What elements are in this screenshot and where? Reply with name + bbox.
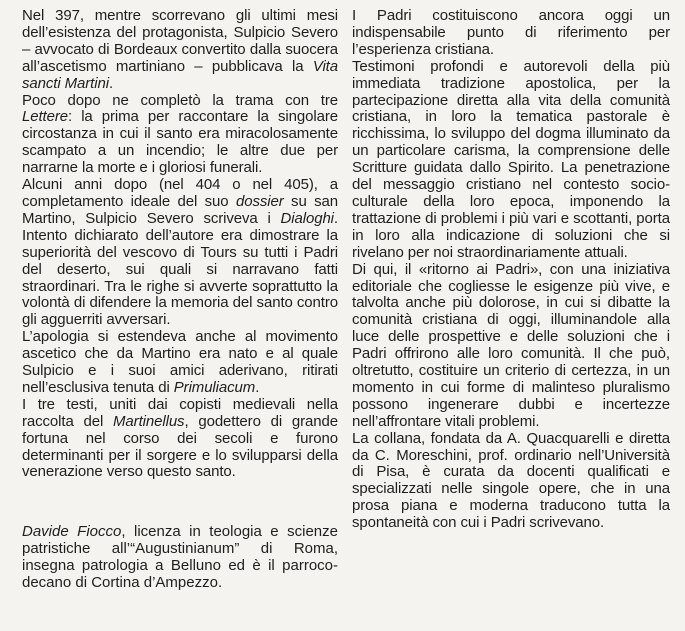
right-paragraph-2: Testimoni profondi e autorevoli della più immediata tradizione apostolica, per la partecipazione diretta alla vita della comunità cristiana, in loro la tematica pastorale è ricchissima, lo sviluppo del dogma illuminato da un particolare carisma, la comprensione delle Scritture guidata dallo Spirito. La penetrazione del messaggio cristiano nel contesto socio-culturale della loro epoca, imponendo la trattazione di problemi i più vari e scottanti, porta in loro alla indicazione di soluzioni che si rivelano per noi straordinariamente attuali.	[352, 57, 670, 261]
author-bio-text: Davide Fiocco, licenza in teologia e scienze patristiche all’“Augustinianum” di Roma, insegna patrologia a Belluno ed è il parroco-decano di Cortina d’Ampezzo.	[22, 523, 338, 591]
left-paragraph-1: Nel 397, mentre scorrevano gli ultimi mesi dell’esistenza del protagonista, Sulpicio Severo – avvocato di Bordeaux convertito dalla suocera all’ascetismo martiniano – pubblicava la Vita sancti Martini.	[22, 7, 338, 92]
italic-term: dossier	[235, 192, 284, 210]
left-paragraph-3: Alcuni anni dopo (nel 404 o nel 405), a completamento ideale del suo dossier su san Martino, Sulpicio Severo scriveva i Dialoghi. Intento dichiarato dell’autore era dimostrare la superiorità del vescovo di Tours su tutti i Padri del deserto, sui quali si narravano fatti straordinari. Tra le righe si avverte soprattutto la volontà di difendere la memoria del santo contro gli agguerriti avversari.	[22, 176, 338, 329]
left-paragraph-4: L’apologia si estendeva anche al movimento ascetico che da Martino era nato e al quale Sulpicio e i suoi amici aderivano, ritirati nell’esclusiva tenuta di Primuliacum.	[22, 328, 338, 396]
author-bio	[22, 524, 338, 592]
italic-title: Vita sancti Martini	[22, 57, 338, 92]
italic-place: Primuliacum	[173, 378, 256, 396]
right-paragraph-4: La collana, fondata da A. Quacquarelli e diretta da C. Moreschini, prof. ordinario nell’Università di Pisa, è curata da docenti qualificati e specializzati nelle singole opere, che in una prosa piana e moderna traducono tutta la spontaneità con cui i Padri scrivevano.	[352, 429, 670, 532]
italic-title: Dialoghi	[280, 209, 334, 227]
right-paragraph-3: Di qui, il «ritorno ai Padri», con una iniziativa editoriale che cogliesse le esigenze più vive, e talvolta anche più dolorose, in cui si dibatte la comunità cristiana di oggi, illuminandole alla luce delle prospettive e delle soluzioni che i Padri offrirono alle loro comunità. Il che può, oltretutto, costituire un criterio di certezza, in un momento in cui forme di malinteso pluralismo possono ingenerare dubbi e incertezze nell’affrontare vitali problemi.	[352, 260, 670, 430]
italic-title: Lettere	[22, 108, 68, 126]
right-column	[352, 8, 670, 532]
italic-title: Martinellus	[113, 412, 185, 430]
right-paragraph-1: I Padri costituiscono ancora oggi un indispensabile punto di riferimento per l’esperienza cristiana.	[352, 7, 670, 58]
left-paragraph-2: Poco dopo ne completò la trama con tre Lettere: la prima per raccontare la singolare circostanza in cui il santo era miracolosamente scampato a un incendio; le altre due per narrarne la morte e i gloriosi funerali.	[22, 91, 338, 177]
left-paragraph-5: I tre testi, uniti dai copisti medievali nella raccolta del Martinellus, godettero di grande fortuna nel corso dei secoli e furono determinanti per il sorgere e lo svilupparsi della venerazione verso questo santo.	[22, 395, 338, 481]
author-name: Davide Fiocco	[22, 523, 122, 540]
left-column	[22, 8, 338, 481]
